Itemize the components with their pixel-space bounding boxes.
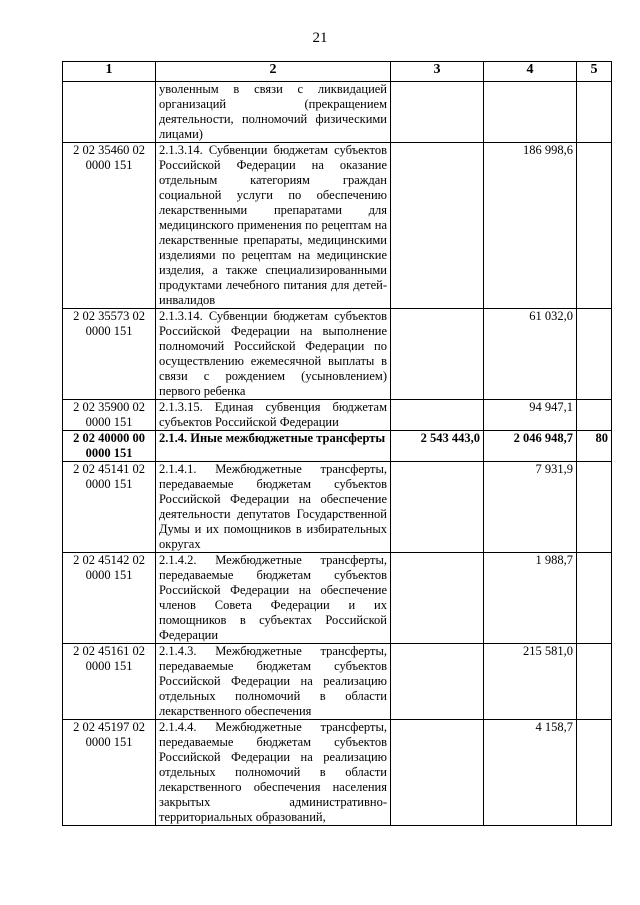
amount-col4-cell: 61 032,0 [484, 309, 577, 400]
budget-code-cell: 2 02 45161 02 0000 151 [63, 644, 156, 720]
description-cell: 2.1.3.14. Субвенции бюджетам субъектов Российской Федерации на оказание отдельным категориям граждан социальной услуги по обеспечению лекарственными препаратами для медицинского применения по рецептам на лекарственные препараты, медицинскими изделиями по рецептам на медицинские изделия, а также специализированными продуктами лечебного питания для детей-инвалидов [156, 143, 391, 309]
budget-code-cell: 2 02 40000 00 0000 151 [63, 431, 156, 462]
header-col-4: 4 [484, 62, 577, 82]
page-number: 21 [312, 30, 328, 46]
percent-cell [577, 400, 612, 431]
percent-cell [577, 143, 612, 309]
percent-cell [577, 82, 612, 143]
description-cell: 2.1.4.2. Межбюджетные трансферты, передаваемые бюджетам субъектов Российской Федерации на обеспечение членов Совета Федерации и их помощников в субъектах Российской Федерации [156, 553, 391, 644]
amount-col3-cell [391, 400, 484, 431]
description-cell: 2.1.4.4. Межбюджетные трансферты, передаваемые бюджетам субъектов Российской Федерации на реализацию отдельных полномочий в области лекарственного обеспечения населения закрытых административно-территориальных образований, [156, 720, 391, 826]
percent-cell [577, 553, 612, 644]
table-row [63, 143, 612, 309]
amount-col3-cell [391, 720, 484, 826]
description-cell: 2.1.3.14. Субвенции бюджетам субъектов Российской Федерации на выполнение полномочий Российской Федерации по осуществлению ежемесячной выплаты в связи с рождением (усыновлением) первого ребенка [156, 309, 391, 400]
amount-col4-cell: 94 947,1 [484, 400, 577, 431]
amount-col3-cell [391, 143, 484, 309]
description-cell: 2.1.4. Иные межбюджетные трансферты [156, 431, 391, 462]
table-row-section-total [63, 431, 612, 462]
amount-col4-cell: 215 581,0 [484, 644, 577, 720]
percent-cell [577, 720, 612, 826]
percent-cell [577, 309, 612, 400]
budget-code-cell [63, 82, 156, 143]
amount-col4-cell: 2 046 948,7 [484, 431, 577, 462]
percent-cell [577, 644, 612, 720]
header-col-2: 2 [156, 62, 391, 82]
header-col-3: 3 [391, 62, 484, 82]
table-row [63, 553, 612, 644]
amount-col4-cell: 1 988,7 [484, 553, 577, 644]
budget-code-cell: 2 02 35900 02 0000 151 [63, 400, 156, 431]
description-cell: уволенным в связи с ликвидацией организаций (прекращением деятельности, полномочий физическими лицами) [156, 82, 391, 143]
table-row [63, 644, 612, 720]
budget-code-cell: 2 02 45142 02 0000 151 [63, 553, 156, 644]
budget-code-cell: 2 02 45141 02 0000 151 [63, 462, 156, 553]
header-col-5: 5 [577, 62, 612, 82]
description-cell: 2.1.4.3. Межбюджетные трансферты, передаваемые бюджетам субъектов Российской Федерации на реализацию отдельных полномочий в области лекарственного обеспечения [156, 644, 391, 720]
amount-col4-cell: 7 931,9 [484, 462, 577, 553]
amount-col3-cell [391, 462, 484, 553]
amount-col3-cell [391, 82, 484, 143]
amount-col4-cell: 186 998,6 [484, 143, 577, 309]
budget-code-cell: 2 02 35573 02 0000 151 [63, 309, 156, 400]
description-cell: 2.1.3.15. Единая субвенция бюджетам субъектов Российской Федерации [156, 400, 391, 431]
table-row [63, 82, 612, 143]
budget-code-cell: 2 02 35460 02 0000 151 [63, 143, 156, 309]
amount-col3-cell: 2 543 443,0 [391, 431, 484, 462]
percent-cell [577, 462, 612, 553]
description-cell: 2.1.4.1. Межбюджетные трансферты, передаваемые бюджетам субъектов Российской Федерации на обеспечение деятельности депутатов Государственной Думы и их помощников в избирательных округах [156, 462, 391, 553]
header-row [63, 62, 612, 82]
header-col-1: 1 [63, 62, 156, 82]
table-row [63, 400, 612, 431]
amount-col3-cell [391, 644, 484, 720]
amount-col4-cell [484, 82, 577, 143]
amount-col4-cell: 4 158,7 [484, 720, 577, 826]
budget-code-cell: 2 02 45197 02 0000 151 [63, 720, 156, 826]
budget-table [62, 61, 612, 826]
table-row [63, 309, 612, 400]
amount-col3-cell [391, 309, 484, 400]
table-row [63, 720, 612, 826]
percent-cell: 80 [577, 431, 612, 462]
amount-col3-cell [391, 553, 484, 644]
table-row [63, 462, 612, 553]
